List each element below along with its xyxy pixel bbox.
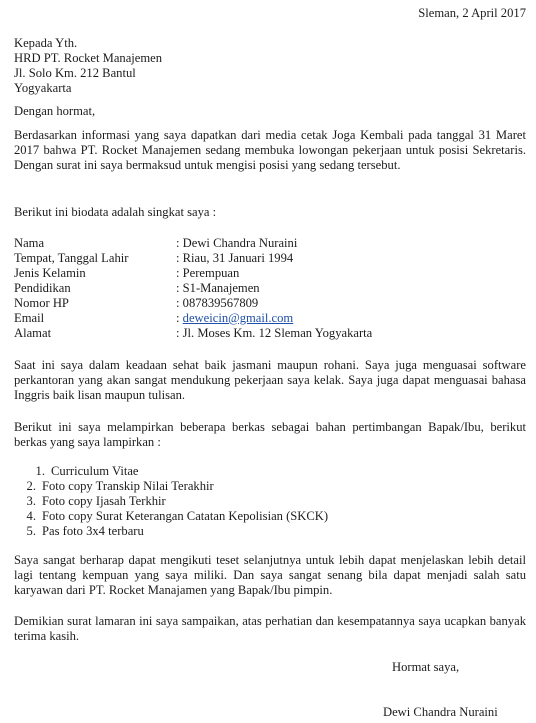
list-item	[14, 494, 514, 509]
list-text: Pas foto 3x4 terbaru	[42, 524, 144, 538]
greeting: Dengan hormat,	[14, 104, 96, 118]
biodata-row	[14, 266, 526, 281]
list-text: Foto copy Surat Keterangan Catatan Kepolisian (SKCK)	[42, 509, 329, 523]
list-item	[14, 479, 514, 494]
biodata-label: Nomor HP	[14, 296, 69, 310]
recipient-address	[14, 36, 526, 96]
recipient-line: Kepada Yth.	[14, 36, 78, 50]
signoff: Hormat saya,	[392, 660, 460, 674]
attachment-intro: Berikut ini saya melampirkan beberapa berkas sebagai bahan pertimbangan Bapak/Ibu, berikut berkas yang saya lampirkan :	[14, 420, 526, 449]
biodata-intro: Berikut ini biodata adalah singkat saya :	[14, 205, 217, 219]
recipient-line: Yogyakarta	[14, 81, 72, 95]
closing-paragraph: Demikian surat lamaran ini saya sampaikan, atas perhatian dan kesempatannya saya ucapkan banyak terima kasih.	[14, 614, 526, 643]
list-item	[14, 464, 514, 479]
list-number: 2.	[26, 479, 36, 493]
biodata-label: Nama	[14, 236, 45, 250]
list-text: Foto copy Transkip Nilai Terakhir	[42, 479, 214, 493]
recipient-line: HRD PT. Rocket Manajemen	[14, 51, 163, 65]
biodata-value: : S1-Manajemen	[176, 281, 260, 295]
list-number: 5.	[26, 524, 36, 538]
list-number: 1.	[35, 464, 45, 478]
list-text: Foto copy Ijasah Terkhir	[42, 494, 166, 508]
list-item	[14, 509, 514, 524]
biodata-value: : Dewi Chandra Nuraini	[176, 236, 298, 250]
email-link[interactable]: deweicin@gmail.com	[182, 311, 294, 325]
biodata-row	[14, 281, 526, 296]
list-number: 4.	[26, 509, 36, 523]
biodata-row	[14, 296, 526, 311]
attachment-list	[14, 464, 514, 539]
condition-paragraph: Saat ini saya dalam keadaan sehat baik jasmani maupun rohani. Saya juga menguasai software perkantoran yang akan sangat mendukung pekerjaan saya kelak. Saya juga dapat menguasai bahasa Inggris baik lisan maupun tulisan.	[14, 358, 526, 402]
biodata-value: : Riau, 31 Januari 1994	[176, 251, 294, 265]
biodata-label: Jenis Kelamin	[14, 266, 86, 280]
biodata-label: Email	[14, 311, 45, 325]
list-number: 3.	[26, 494, 36, 508]
biodata-row	[14, 311, 526, 326]
biodata-label: Pendidikan	[14, 281, 71, 295]
email-prefix: :	[176, 311, 183, 325]
biodata-row	[14, 326, 526, 341]
biodata-value: : 087839567809	[176, 296, 259, 310]
list-item	[14, 524, 514, 539]
letter-date: Sleman, 2 April 2017	[418, 6, 526, 20]
biodata-label: Alamat	[14, 326, 52, 340]
biodata-value	[176, 311, 526, 326]
biodata-table	[14, 236, 526, 341]
intro-paragraph: Berdasarkan informasi yang saya dapatkan dari media cetak Joga Kembali pada tanggal 31 Maret 2017 bahwa PT. Rocket Manajemen sedang membuka lowongan pekerjaan untuk posisi Sekretaris. Dengan surat ini saya bermaksud untuk mengisi posisi yang sedang tersebut.	[14, 128, 526, 172]
biodata-value: : Perempuan	[176, 266, 240, 280]
recipient-line: Jl. Solo Km. 212 Bantul	[14, 66, 136, 80]
biodata-label: Tempat, Tanggal Lahir	[14, 251, 129, 265]
hope-paragraph: Saya sangat berharap dapat mengikuti teset selanjutnya untuk lebih dapat menjelaskan lebih detail lagi tentang kempuan yang saya miliki. Dan saya sangat senang bila dapat menjadi salah satu karyawan dari PT. Rocket Manajamen yang Bapak/Ibu pimpin.	[14, 553, 526, 597]
signer-name: Dewi Chandra Nuraini	[383, 705, 498, 719]
list-text: Curriculum Vitae	[51, 464, 139, 478]
biodata-value: : Jl. Moses Km. 12 Sleman Yogyakarta	[176, 326, 373, 340]
biodata-row	[14, 251, 526, 266]
biodata-row	[14, 236, 526, 251]
